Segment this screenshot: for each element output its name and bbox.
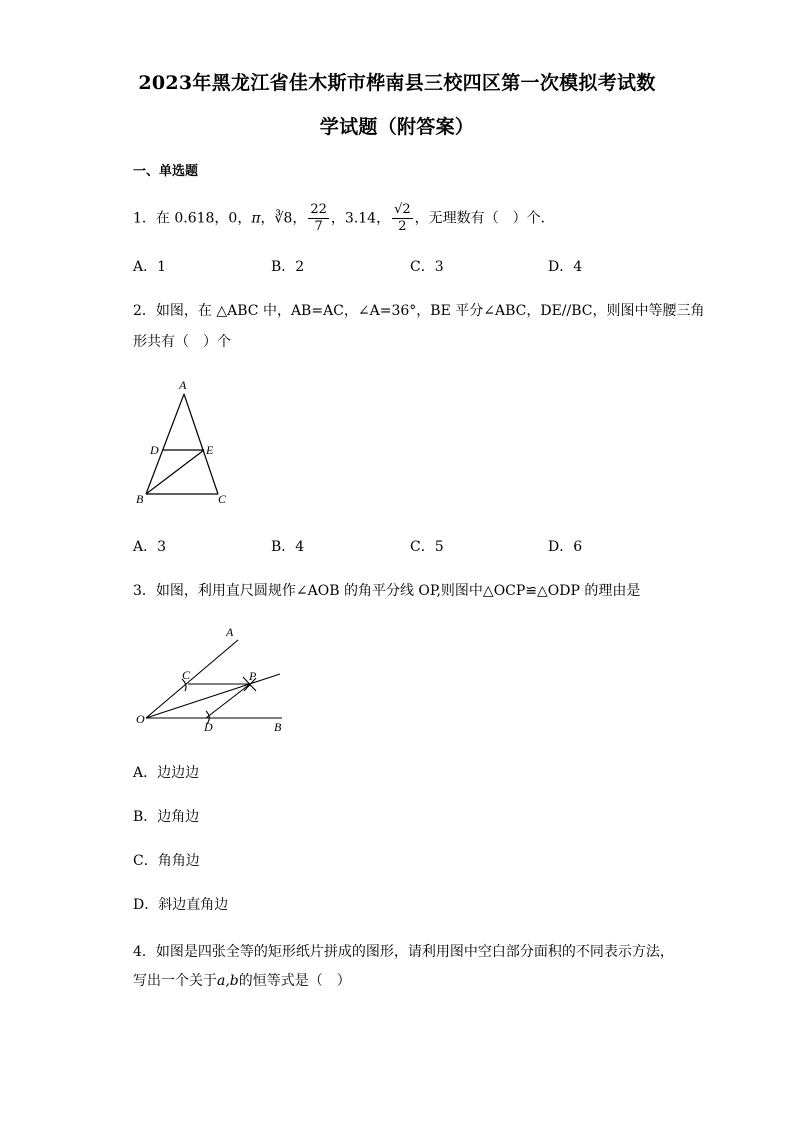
question-4-stem-line-1: 4．如图是四张全等的矩形纸片拼成的图形，请利用图中空白部分面积的不同表示方法， [133,944,674,960]
q1-option-b: B．2 [271,259,305,275]
q1-mid: ，3.14， [330,210,391,227]
document-title-line-1: 2023年黑龙江省佳木斯市桦南县三校四区第一次模拟考试数 [138,72,656,94]
q1-suffix: ，无理数有（ ）个． [414,210,555,227]
q2-option-a: A．3 [133,539,167,555]
q3-option-a: A．边边边 [133,765,200,781]
question-1-stem: 1．在 0.618，0，π，∛8， $\frac{22}{7}$ ，3.14， $\frac{√2}{2}$ ，无理数有（ ）个． [133,202,555,234]
label-b: B [274,720,282,734]
label-c: C [182,668,191,682]
q3-option-d: D．斜边直角边 [133,897,229,913]
q1-option-c: C．3 [410,259,444,275]
question-3-stem: 3．如图，利用直尺圆规作∠AOB 的角平分线 OP,则图中△OCP≌△ODP 的理由是 [133,583,641,599]
q1-fraction-22-7 [308,202,329,235]
section-heading: 一、单选题 [133,164,199,179]
q1-pi: π [251,210,261,227]
label-p: P [249,669,257,683]
q2-option-c: C．5 [410,539,444,555]
q4-line2-prefix: 写出一个关于 [133,973,217,989]
question-2-stem-line-1: 2．如图，在 △ABC 中，AB=AC，∠A=36°，BE 平分∠ABC，DE//BC，则图中等腰三角 [133,303,705,319]
q1-frac1-denominator: 7 [314,219,323,234]
q1-cube-root: ∛8 [274,210,293,227]
question-2-stem-line-2: 形共有（ ）个 [133,334,231,350]
label-a: A [226,625,234,639]
q3-option-b: B．边角边 [133,809,200,825]
q3-option-c: C．角角边 [133,853,200,869]
q1-option-a: A．1 [133,259,167,275]
question-4-stem-line-2 [133,970,351,990]
q2-triangle-figure [130,372,240,510]
q1-prefix: 1．在 0.618，0， [133,210,252,227]
q2-option-b: B．4 [271,539,305,555]
label-b: B [136,492,144,506]
q1-option-d: D．4 [548,259,583,275]
label-c: C [218,492,227,506]
label-a: A [179,378,187,392]
document-title-line-2: 学试题（附答案） [319,116,475,138]
ray-op [146,674,280,718]
label-e: E [206,443,214,457]
q3-angle-bisector-figure [130,624,295,736]
q4-line2-suffix: 的恒等式是（ ） [238,973,351,989]
ray-oa [146,640,238,718]
segment-dp [206,684,250,718]
q1-frac1-numerator: 22 [310,202,327,217]
label-d: D [204,720,213,734]
label-d: D [150,443,159,457]
q1-frac2-numerator: √2 [394,202,411,217]
q1-fraction-sqrt2-2 [392,202,413,235]
label-o: O [136,712,145,726]
q4-variables: a,b [217,973,239,989]
q2-option-d: D．6 [548,539,583,555]
q1-frac2-denominator: 2 [398,219,407,234]
